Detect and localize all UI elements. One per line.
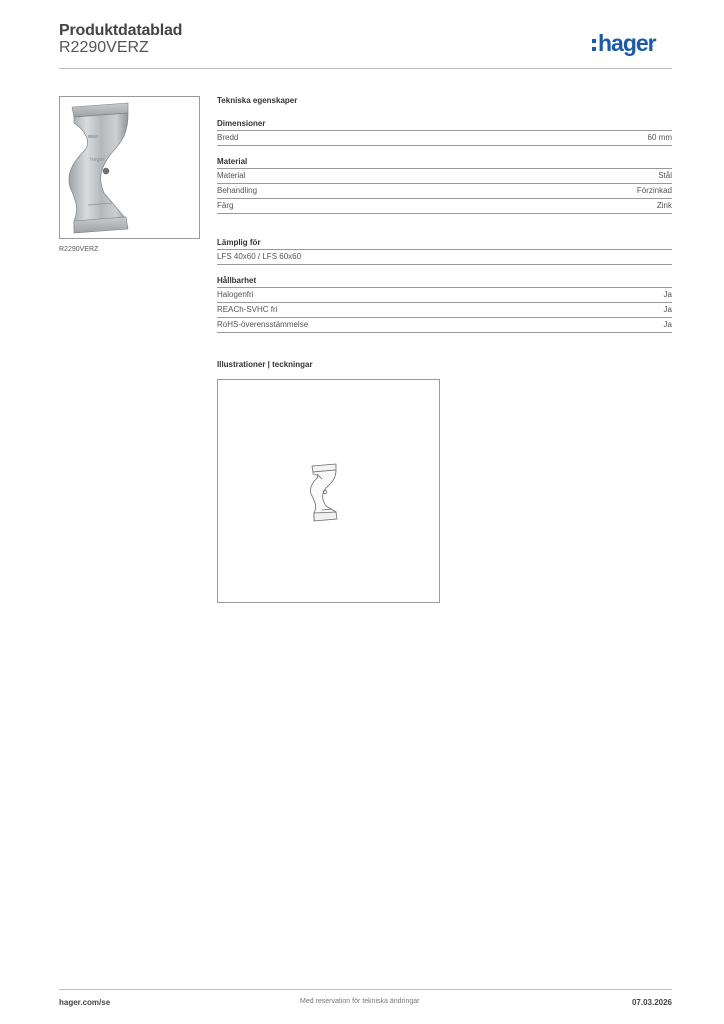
spec-row [217,184,672,199]
page-title: Produktdatablad [59,22,183,39]
photo-imprint-text: hager [90,157,105,163]
spec-label: REACh-SVHC fri [217,305,278,314]
product-photo [59,96,200,239]
spec-label: Material [217,171,246,180]
photo-caption: R2290VERZ [59,246,99,253]
spec-label: Bredd [217,133,239,142]
spec-value: Ja [663,290,672,299]
hager-logo [592,29,656,57]
illustration-drawing [217,379,440,603]
spec-value: Ja [663,305,672,314]
spec-row [217,288,672,303]
group-title-hallbarhet: Hållbarhet [217,275,672,288]
spec-value: Ja [663,320,672,329]
logo-wordmark: hager [598,29,656,56]
product-code: R2290VERZ [59,39,149,56]
technical-specs [217,96,672,333]
footer-disclaimer: Med reservation för tekniska ändringar [300,998,420,1005]
spec-row [217,199,672,214]
spec-row [217,250,672,265]
product-photo-image [60,97,199,238]
spec-row [217,131,672,146]
spec-label: LFS 40x60 / LFS 60x60 [217,252,302,261]
spec-label: Halogenfri [217,290,254,299]
group-title-material: Material [217,156,672,169]
spec-row [217,169,672,184]
footer-date: 07.03.2026 [631,998,672,1007]
logo-colon-icon [592,39,596,51]
group-title-lamplig-for: Lämplig för [217,237,672,250]
footer-divider [59,989,672,990]
footer-website-link[interactable]: hager.com/se [59,998,111,1007]
spec-row [217,318,672,333]
spec-label: RoHS-överensstämmelse [217,320,309,329]
spec-row [217,303,672,318]
header-divider [59,68,672,69]
clip-line-drawing [218,380,439,602]
group-title-dimensioner: Dimensioner [217,118,672,131]
spec-value: 60 mm [647,133,672,142]
spec-value: Förzinkad [636,186,672,195]
spec-label: Behandling [217,186,258,195]
spec-label: Färg [217,201,234,210]
specs-section-title: Tekniska egenskaper [217,96,298,105]
spec-value: Zink [656,201,672,210]
spec-value: Stål [658,171,672,180]
illustrations-title: Illustrationer | teckningar [217,360,313,369]
